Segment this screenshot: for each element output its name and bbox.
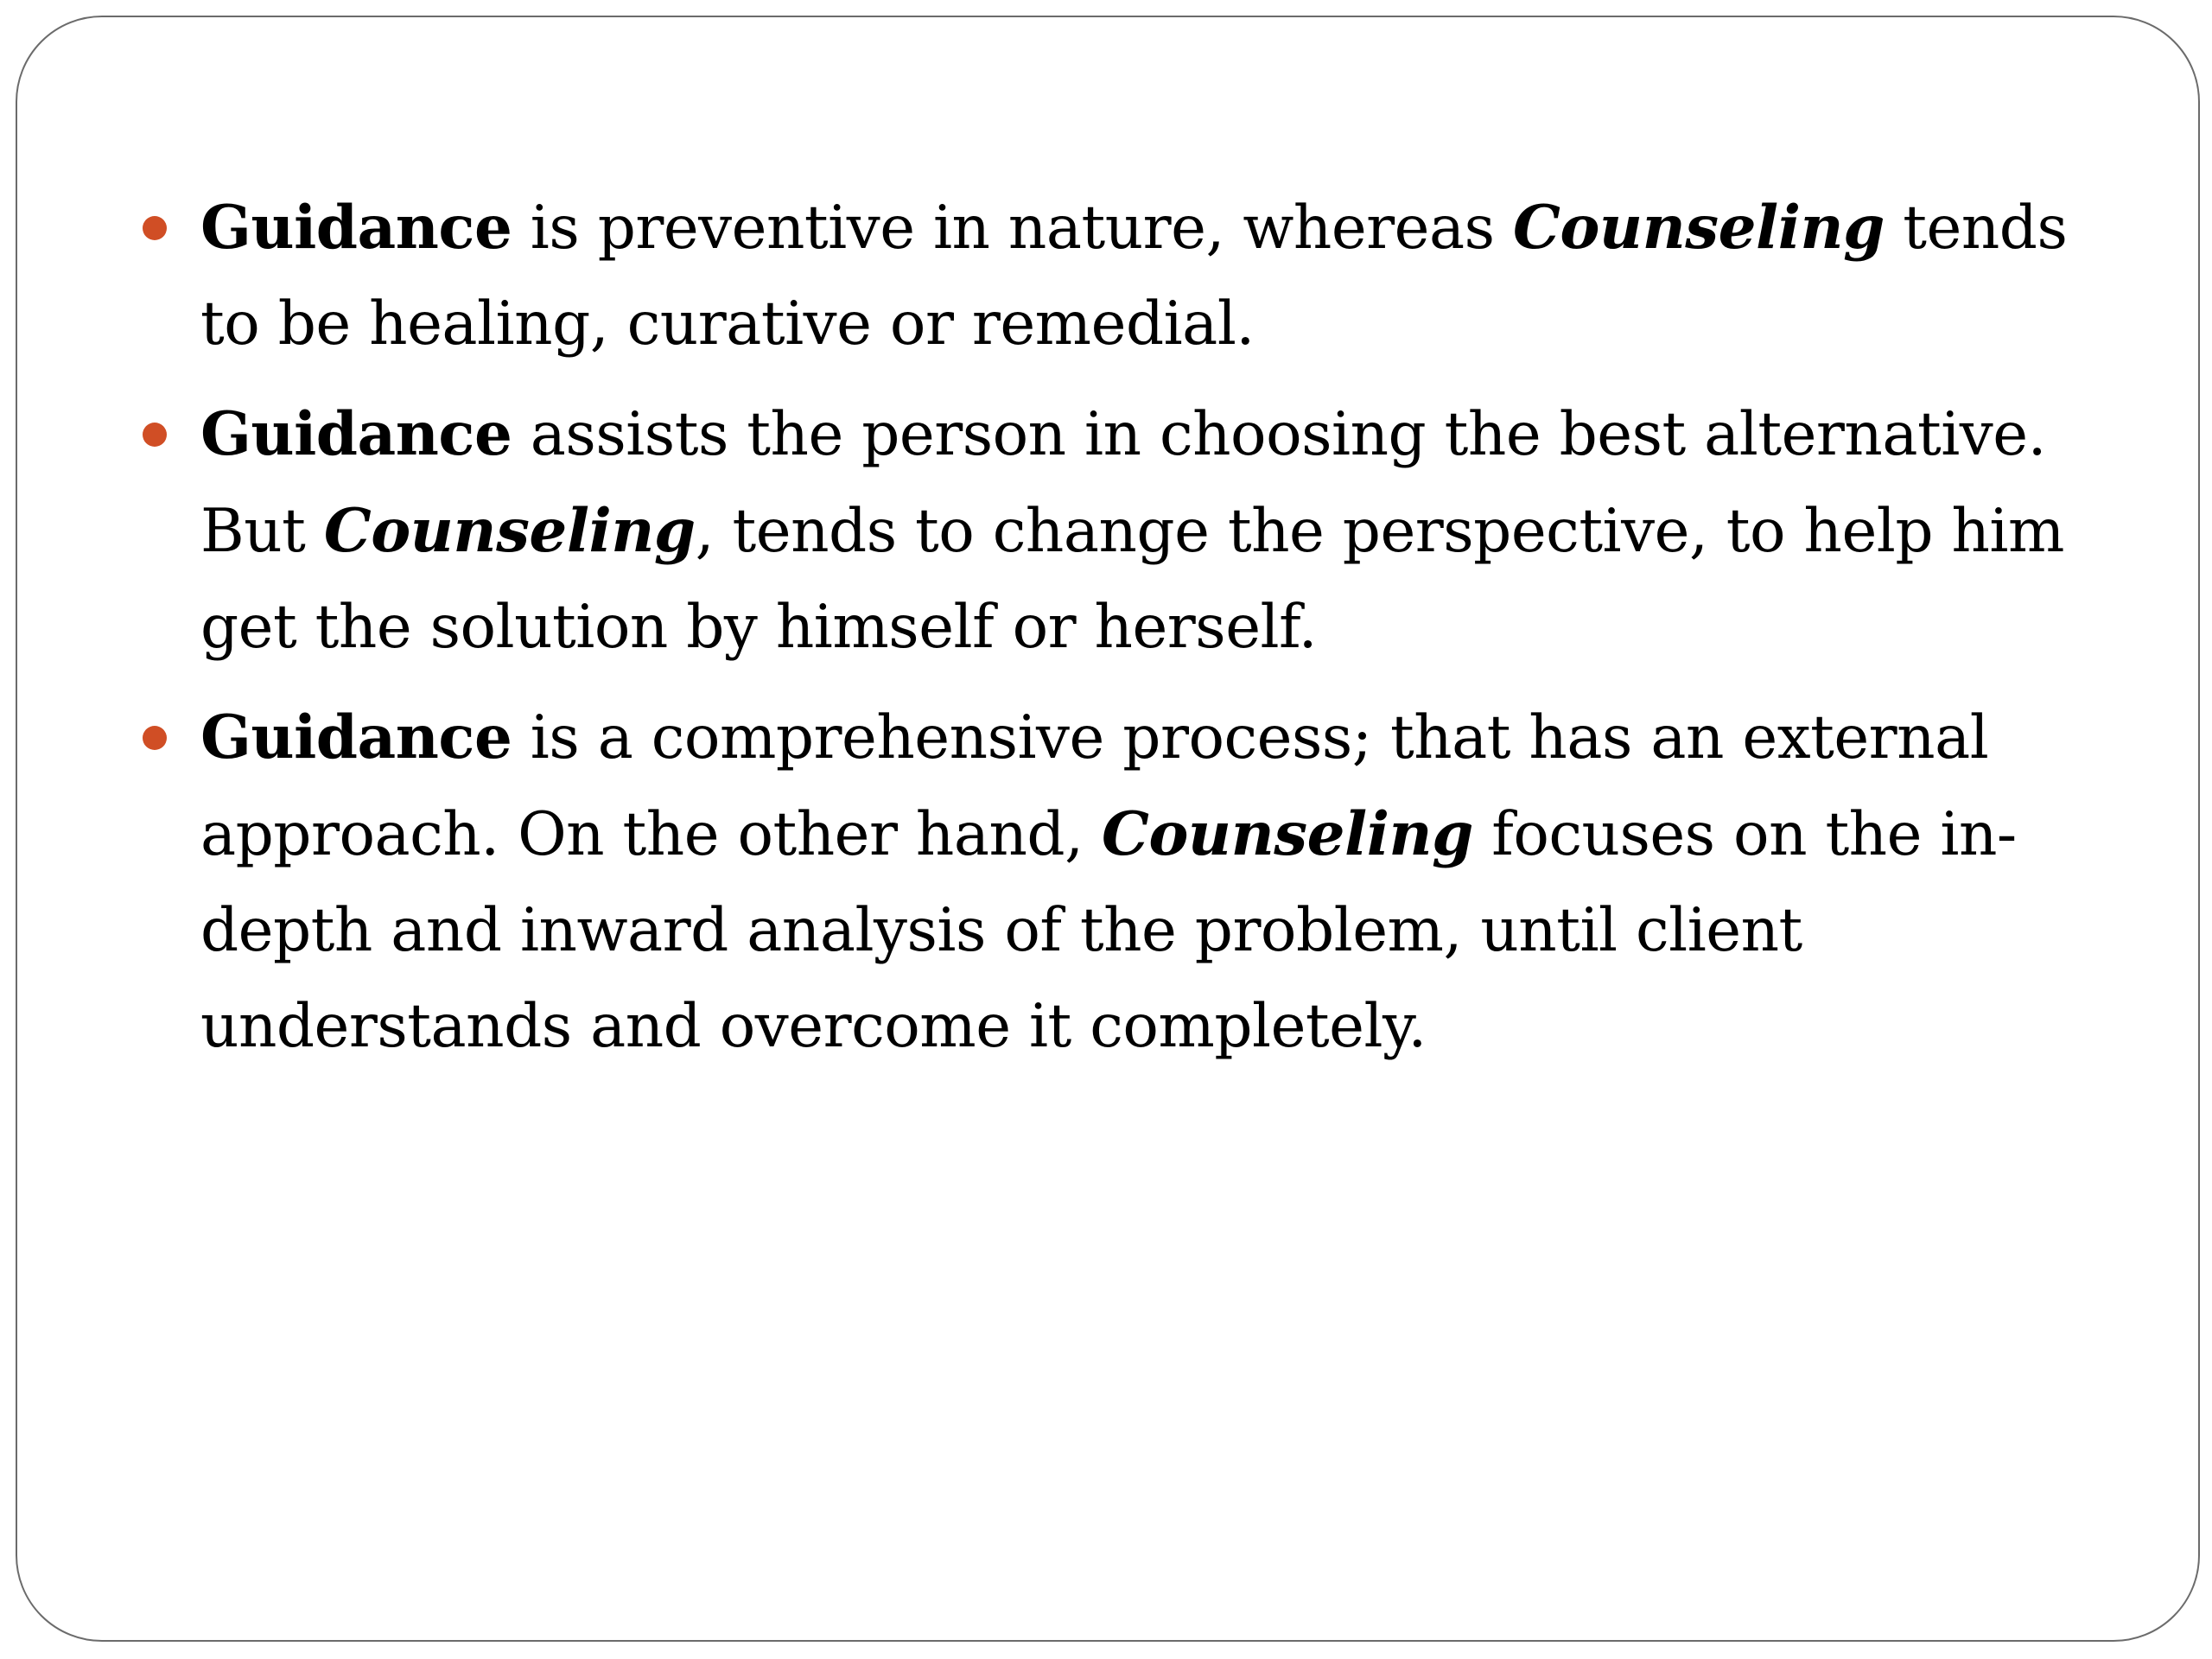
bullet-text: tends to be healing, curative or remedial. xyxy=(200,194,2068,359)
term-guidance: Guidance xyxy=(200,702,512,772)
bullet-dot-icon xyxy=(143,726,167,750)
bullet-item-3 xyxy=(17,690,2136,1075)
bullet-dot-icon xyxy=(143,216,167,240)
bullet-text: focuses on the in-depth and inward analysis of the problem, until client understands and overcome it completely. xyxy=(200,800,2017,1061)
bullet-text: is preventive in nature, whereas xyxy=(512,194,1513,263)
bullet-item-2 xyxy=(17,386,2136,676)
bullet-text: is a comprehensive process; that has an external approach. On the other hand, xyxy=(200,703,1989,869)
term-counseling: Counseling xyxy=(1101,799,1473,869)
term-guidance: Guidance xyxy=(200,399,512,469)
bullet-text: assists the person in choosing the best alternative. But xyxy=(200,400,2047,566)
slide-frame xyxy=(16,16,2200,1642)
term-guidance: Guidance xyxy=(200,193,512,263)
term-counseling: Counseling xyxy=(1512,193,1885,263)
bullet-list xyxy=(17,180,2202,1075)
term-counseling: Counseling xyxy=(323,496,696,566)
bullet-item-1 xyxy=(17,180,2136,372)
bullet-dot-icon xyxy=(143,423,167,447)
slide-content xyxy=(17,180,2202,1089)
bullet-text: , tends to change the perspective, to help him get the solution by himself or herself. xyxy=(200,497,2064,662)
